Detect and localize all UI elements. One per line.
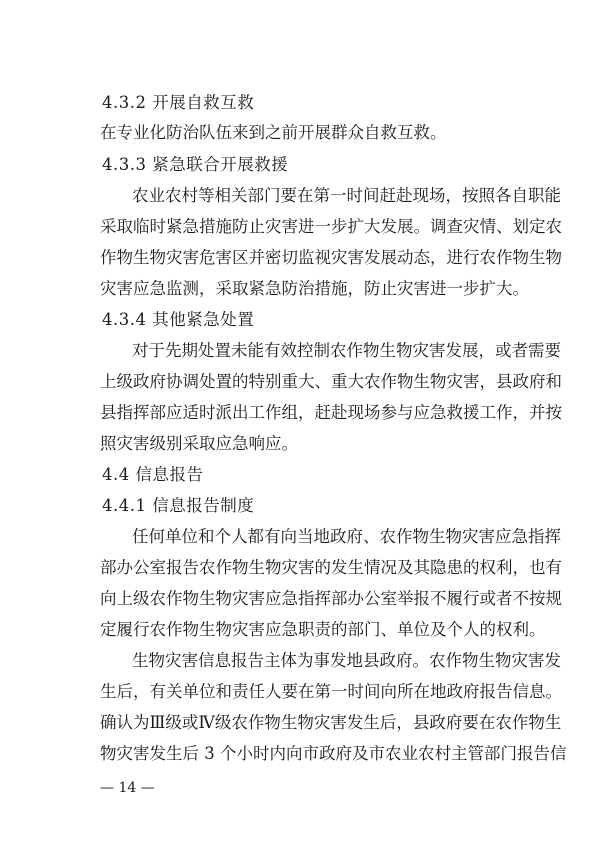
body-line: 作物生物灾害危害区并密切监视灾害发展动态，进行农作物生物	[100, 248, 562, 267]
section-heading-4-4-1: 4.4.1 信息报告制度	[102, 496, 255, 515]
body-line: 上级政府协调处置的特别重大、重大农作物生物灾害，县政府和	[100, 372, 562, 391]
section-heading-4-4: 4.4 信息报告	[102, 465, 204, 484]
body-line: 农业农村等相关部门要在第一时间赶赴现场，按照各自职能	[132, 186, 561, 205]
body-line: 对于先期处置未能有效控制农作物生物灾害发展，或者需要	[132, 341, 561, 360]
body-line: 县指挥部应适时派出工作组，赶赴现场参与应急救援工作，并按	[100, 403, 562, 422]
body-line: 生后，有关单位和责任人要在第一时间向所在地政府报告信息。	[100, 682, 562, 701]
body-line: 部办公室报告农作物生物灾害的发生情况及其隐患的权利，也有	[100, 558, 562, 577]
body-line: 照灾害级别采取应急响应。	[100, 434, 298, 453]
body-line: 生物灾害信息报告主体为事发地县政府。农作物生物灾害发	[132, 651, 561, 670]
section-heading-4-3-2: 4.3.2 开展自救互救	[102, 93, 255, 112]
body-line: 在专业化防治队伍来到之前开展群众自救互救。	[100, 123, 447, 142]
body-line: 定履行农作物生物灾害应急职责的部门、单位及个人的权利。	[100, 620, 546, 639]
body-line: 采取临时紧急措施防止灾害进一步扩大发展。调查灾情、划定农	[100, 217, 562, 236]
section-heading-4-3-3: 4.3.3 紧急联合开展救援	[102, 155, 289, 174]
body-line: 确认为Ⅲ级或Ⅳ级农作物生物灾害发生后，县政府要在农作物生	[100, 713, 562, 732]
body-line: 物灾害发生后 3 个小时内向市政府及市农业农村主管部门报告信	[100, 744, 567, 763]
body-line: 任何单位和个人都有向当地政府、农作物生物灾害应急指挥	[132, 527, 561, 546]
body-line: 向上级农作物生物灾害应急指挥部办公室举报不履行或者不按规	[100, 589, 562, 608]
body-line: 灾害应急监测，采取紧急防治措施，防止灾害进一步扩大。	[100, 279, 529, 298]
section-heading-4-3-4: 4.3.4 其他紧急处置	[102, 310, 255, 329]
page-number: — 14 —	[100, 780, 155, 796]
